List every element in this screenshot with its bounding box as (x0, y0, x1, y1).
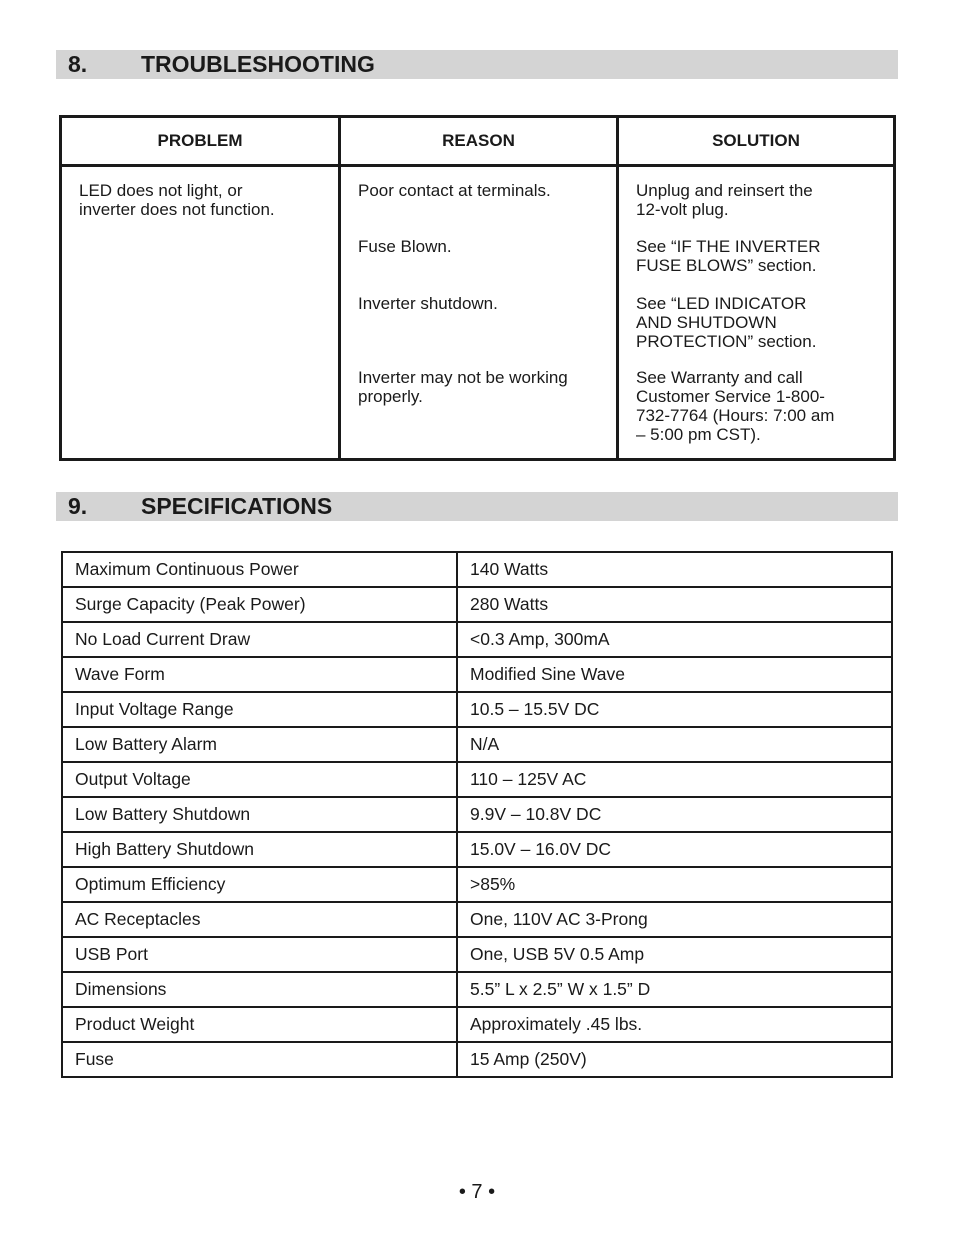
spec-label: Low Battery Alarm (62, 727, 457, 762)
table-row (62, 1042, 892, 1077)
solution-cell (636, 181, 813, 219)
solution-line: 12-volt plug. (636, 200, 729, 219)
solution-cell (636, 237, 821, 275)
spec-value: 140 Watts (457, 552, 892, 587)
reason-cell (358, 237, 452, 256)
solution-line: See “IF THE INVERTER (636, 237, 821, 256)
solution-cell (636, 294, 816, 351)
problem-cell (62, 167, 338, 458)
solution-line: See “LED INDICATOR (636, 294, 807, 313)
troubleshooting-header (56, 50, 898, 79)
solution-line: FUSE BLOWS” section. (636, 256, 817, 275)
spec-value: One, USB 5V 0.5 Amp (457, 937, 892, 972)
spec-value: >85% (457, 867, 892, 902)
spec-value: 10.5 – 15.5V DC (457, 692, 892, 727)
page-number: • 7 • (458, 1181, 496, 1203)
solution-line: See Warranty and call (636, 368, 803, 387)
table-row (62, 552, 892, 587)
solution-column (616, 167, 893, 458)
solution-cell (636, 368, 834, 444)
spec-label: Optimum Efficiency (62, 867, 457, 902)
table-row (62, 762, 892, 797)
table-row (62, 622, 892, 657)
column-header-solution: SOLUTION (616, 118, 893, 167)
column-header-reason: REASON (338, 118, 616, 167)
specifications-table (61, 551, 893, 1078)
spec-value: 110 – 125V AC (457, 762, 892, 797)
spec-value: 15.0V – 16.0V DC (457, 832, 892, 867)
table-row (62, 867, 892, 902)
section-number: 9. (68, 493, 88, 519)
solution-line: PROTECTION” section. (636, 332, 817, 351)
spec-value: 9.9V – 10.8V DC (457, 797, 892, 832)
reason-line: Inverter shutdown. (358, 294, 498, 313)
table-row (62, 902, 892, 937)
spec-label: Fuse (62, 1042, 457, 1077)
spec-label: Low Battery Shutdown (62, 797, 457, 832)
spec-value: Modified Sine Wave (457, 657, 892, 692)
table-row (62, 1007, 892, 1042)
reason-line: properly. (358, 387, 423, 406)
specifications-header (56, 492, 898, 521)
spec-label: High Battery Shutdown (62, 832, 457, 867)
spec-value: One, 110V AC 3-Prong (457, 902, 892, 937)
spec-label: USB Port (62, 937, 457, 972)
table-row (62, 972, 892, 1007)
table-row (62, 832, 892, 867)
reason-line: Inverter may not be working (358, 368, 568, 387)
solution-line: Customer Service 1-800- (636, 387, 825, 406)
spec-value: 280 Watts (457, 587, 892, 622)
column-header-problem: PROBLEM (62, 118, 338, 167)
solution-line: 732-7764 (Hours: 7:00 am (636, 406, 835, 425)
spec-value: 5.5” L x 2.5” W x 1.5” D (457, 972, 892, 1007)
reason-column (338, 167, 616, 458)
table-row (62, 692, 892, 727)
reason-line: Fuse Blown. (358, 237, 452, 256)
spec-value: Approximately .45 lbs. (457, 1007, 892, 1042)
spec-label: AC Receptacles (62, 902, 457, 937)
spec-label: Surge Capacity (Peak Power) (62, 587, 457, 622)
section-title: SPECIFICATIONS (141, 493, 333, 519)
solution-line: Unplug and reinsert the (636, 181, 813, 200)
spec-label: Input Voltage Range (62, 692, 457, 727)
table-row (62, 797, 892, 832)
spec-label: Maximum Continuous Power (62, 552, 457, 587)
spec-value: 15 Amp (250V) (457, 1042, 892, 1077)
table-row (62, 657, 892, 692)
problem-line: inverter does not function. (79, 200, 275, 219)
reason-cell (358, 181, 551, 200)
spec-label: Wave Form (62, 657, 457, 692)
problem-line: LED does not light, or (79, 181, 243, 200)
solution-line: – 5:00 pm CST). (636, 425, 761, 444)
table-row (62, 587, 892, 622)
spec-label: Output Voltage (62, 762, 457, 797)
spec-value: N/A (457, 727, 892, 762)
section-number: 8. (68, 51, 88, 77)
reason-cell (358, 294, 498, 313)
table-row (62, 937, 892, 972)
spec-label: No Load Current Draw (62, 622, 457, 657)
troubleshooting-table (59, 115, 896, 461)
section-title: TROUBLESHOOTING (141, 51, 375, 77)
spec-label: Dimensions (62, 972, 457, 1007)
reason-cell (358, 368, 568, 406)
reason-line: Poor contact at terminals. (358, 181, 551, 200)
solution-line: AND SHUTDOWN (636, 313, 777, 332)
spec-value: <0.3 Amp, 300mA (457, 622, 892, 657)
table-row (62, 727, 892, 762)
spec-label: Product Weight (62, 1007, 457, 1042)
